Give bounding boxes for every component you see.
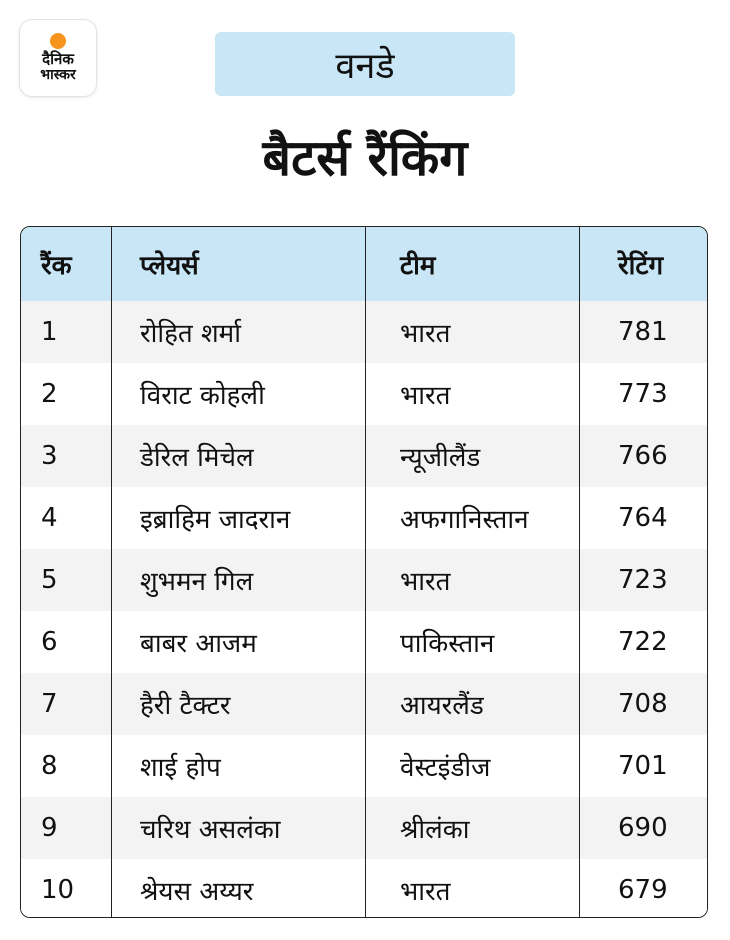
- rating-cell: 701: [618, 751, 668, 781]
- table-row: [21, 425, 707, 487]
- rank-cell: 10: [21, 859, 112, 918]
- rating-cell: 781: [618, 317, 668, 347]
- logo-line1: दैनिक: [42, 50, 74, 68]
- rating-cell: 722: [618, 627, 668, 657]
- header-rank: रैंक: [21, 227, 112, 301]
- team-cell: श्रीलंका: [366, 797, 580, 859]
- player-cell: डेरिल मिचेल: [112, 425, 366, 487]
- sun-icon: [50, 33, 66, 49]
- player-cell: इब्राहिम जादरान: [112, 487, 366, 549]
- rating-cell: 708: [618, 689, 668, 719]
- rankings-table: [20, 226, 708, 918]
- rating-cell: 723: [618, 565, 668, 595]
- rank-cell: 3: [21, 425, 112, 487]
- team-cell: भारत: [366, 859, 580, 918]
- table-row: [21, 735, 707, 797]
- player-cell: रोहित शर्मा: [112, 301, 366, 363]
- team-cell: आयरलैंड: [366, 673, 580, 735]
- player-cell: शुभमन गिल: [112, 549, 366, 611]
- table-row: [21, 549, 707, 611]
- player-cell: चरिथ असलंका: [112, 797, 366, 859]
- rank-cell: 6: [21, 611, 112, 673]
- rank-cell: 5: [21, 549, 112, 611]
- player-cell: हैरी टैक्टर: [112, 673, 366, 735]
- rank-cell: 8: [21, 735, 112, 797]
- rank-cell: 4: [21, 487, 112, 549]
- rating-cell: 679: [618, 875, 668, 905]
- rating-cell: 690: [618, 813, 668, 843]
- team-cell: न्यूजीलैंड: [366, 425, 580, 487]
- team-cell: वेस्टइंडीज: [366, 735, 580, 797]
- table-header-row: [21, 227, 707, 301]
- rating-cell: 773: [618, 379, 668, 409]
- team-cell: भारत: [366, 363, 580, 425]
- player-cell: विराट कोहली: [112, 363, 366, 425]
- table-row: [21, 797, 707, 859]
- rank-cell: 7: [21, 673, 112, 735]
- team-cell: भारत: [366, 301, 580, 363]
- rating-cell: 766: [618, 441, 668, 471]
- rank-cell: 1: [21, 301, 112, 363]
- team-cell: अफगानिस्तान: [366, 487, 580, 549]
- table-row: [21, 611, 707, 673]
- header-team: टीम: [366, 227, 580, 301]
- rank-cell: 9: [21, 797, 112, 859]
- format-badge: वनडे: [215, 32, 515, 96]
- table-row: [21, 363, 707, 425]
- team-cell: पाकिस्तान: [366, 611, 580, 673]
- player-cell: शाई होप: [112, 735, 366, 797]
- player-cell: बाबर आजम: [112, 611, 366, 673]
- table-row: [21, 673, 707, 735]
- table-row: [21, 301, 707, 363]
- player-cell: श्रेयस अय्यर: [112, 859, 366, 918]
- table-row: [21, 487, 707, 549]
- table-row: [21, 859, 707, 918]
- dainik-bhaskar-logo: [20, 20, 96, 96]
- rating-cell: 764: [618, 503, 668, 533]
- header-rating: रेटिंग: [618, 251, 664, 281]
- team-cell: भारत: [366, 549, 580, 611]
- logo-line2: भास्कर: [40, 67, 76, 83]
- header-players: प्लेयर्स: [112, 227, 366, 301]
- rank-cell: 2: [21, 363, 112, 425]
- page-title: बैटर्स रैंकिंग: [262, 129, 468, 187]
